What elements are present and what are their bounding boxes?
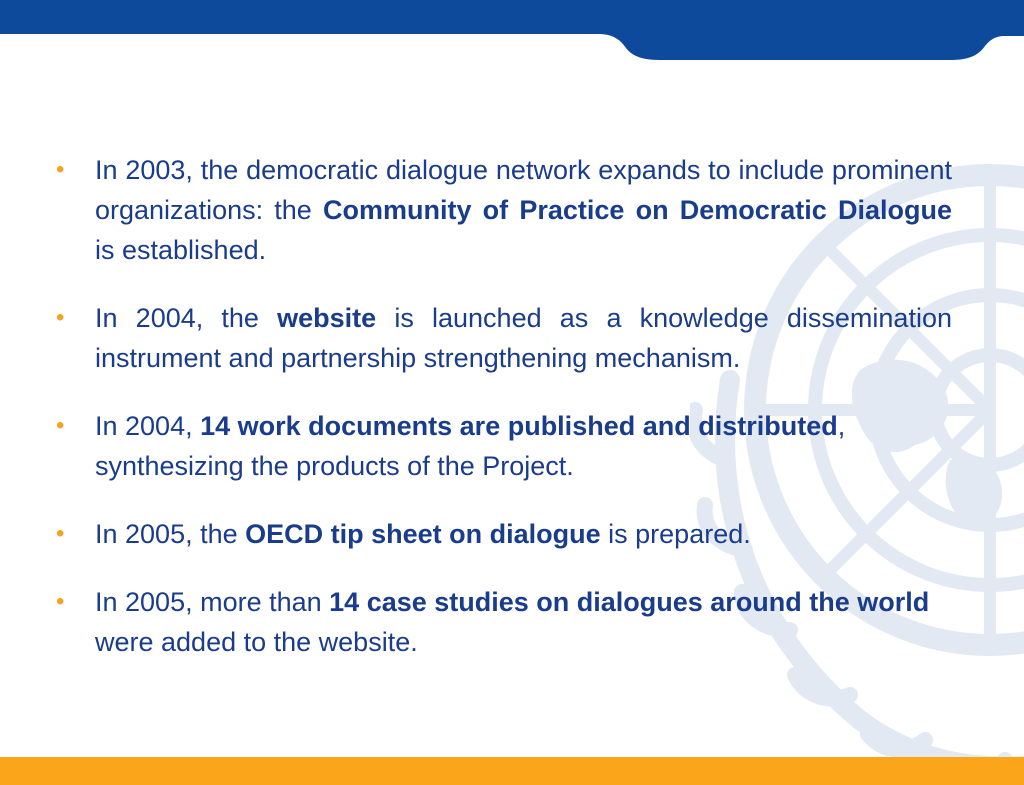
bullet-item-2005-case-studies: [56, 582, 952, 662]
bullet-text-plain: In 2003, the democratic dialogue network expands to include prominent organizations: the: [95, 155, 952, 225]
bullet-text-plain: , synthesizing the products of the Project.: [95, 411, 846, 481]
bullet-text: [95, 411, 845, 481]
bullet-text: [95, 303, 952, 373]
bullet-text-plain: In 2004, the: [95, 303, 278, 333]
bullet-text-plain: is launched as a knowledge dissemination instrument and partnership strengthening mechanism.: [95, 303, 952, 373]
bullet-item-2004-website: [56, 298, 952, 378]
bullet-text-bold: website: [277, 303, 377, 333]
bullet-text-plain: were added to the website.: [95, 627, 418, 657]
bullet-list: [56, 150, 952, 662]
bullet-text: [95, 519, 751, 549]
bullet-text-bold: 14 work documents are published and distributed: [200, 411, 838, 441]
bullet-icon: •: [56, 156, 65, 183]
bullet-item-2005-oecd: [56, 514, 952, 554]
bullet-icon: •: [56, 412, 65, 439]
bullet-icon: •: [56, 588, 65, 615]
bullet-text-bold: 14 case studies on dialogues around the world: [329, 587, 930, 617]
bullet-icon: •: [56, 304, 65, 331]
bullet-text-plain: is established.: [95, 235, 267, 265]
bullet-text-bold: OECD tip sheet on dialogue: [245, 519, 601, 549]
bullet-text-bold: Community of Practice on Democratic Dialogue: [323, 195, 953, 225]
bullet-text-plain: is prepared.: [600, 519, 751, 549]
bullet-text-plain: In 2004,: [95, 411, 201, 441]
footer-band: [0, 757, 1024, 785]
bullet-text: [95, 155, 952, 265]
header-band-shape: [0, 0, 1024, 60]
bullet-text-plain: In 2005, the: [95, 519, 246, 549]
bullet-icon: •: [56, 520, 65, 547]
bullet-text: [95, 587, 929, 657]
header-band: [0, 0, 1024, 62]
bullet-item-2004-documents: [56, 406, 952, 486]
bullet-text-plain: In 2005, more than: [95, 587, 330, 617]
bullet-item-2003-community: [56, 150, 952, 270]
